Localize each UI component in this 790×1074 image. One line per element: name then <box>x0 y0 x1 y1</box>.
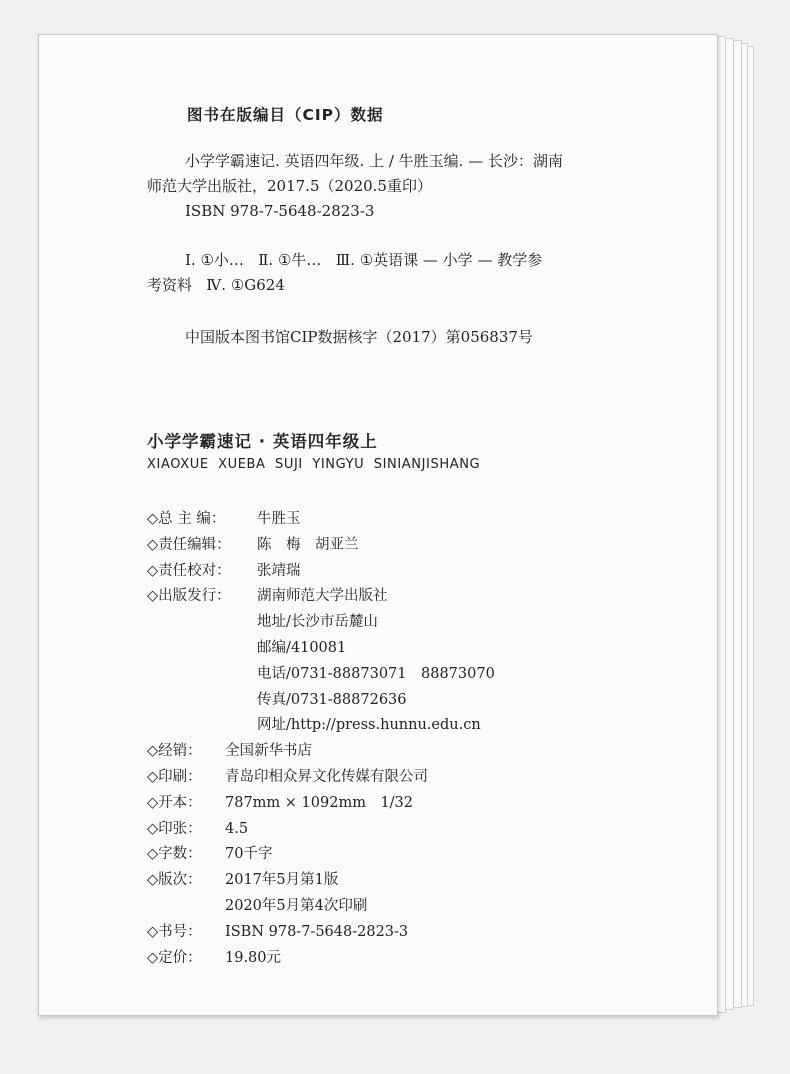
library-record-text: 中国版本图书馆CIP数据核字（2017）第056837号 <box>185 328 533 346</box>
detail-row-proofreader <box>147 559 667 585</box>
cip-subject-line: Ⅰ. ①小… Ⅱ. ①牛… Ⅲ. ①英语课 — 小学 — 教学参 <box>185 251 543 269</box>
cip-subject-line: 考资料 Ⅳ. ①G624 <box>147 276 285 294</box>
publisher-postcode: 邮编/410081 <box>257 639 347 656</box>
detail-row-editors <box>147 533 667 559</box>
detail-value: 陈 梅 胡亚兰 <box>257 536 359 553</box>
detail-value: 787mm × 1092mm 1/32 <box>225 794 414 811</box>
cip-record-line: 师范大学出版社，2017.5（2020.5重印） <box>147 177 432 195</box>
cip-subjects <box>147 248 617 298</box>
detail-label: ◇版次： <box>147 872 202 889</box>
book-pinyin: XIAOXUE XUEBA SUJI YINGYU SINIANJISHANG <box>147 457 481 472</box>
detail-value: 张靖瑞 <box>257 562 301 579</box>
detail-label: ◇总 主 编： <box>147 511 226 527</box>
detail-row-word-count <box>147 842 667 868</box>
detail-label: ◇印刷： <box>147 768 202 785</box>
edition-printing: 2020年5月第4次印刷 <box>225 897 368 914</box>
detail-value: ISBN 978-7-5648-2823-3 <box>225 923 409 940</box>
detail-value: 全国新华书店 <box>225 743 312 760</box>
publication-details <box>147 507 667 971</box>
detail-label: ◇定价： <box>147 949 202 966</box>
cip-title: 图书在版编目（CIP）数据 <box>187 106 384 124</box>
detail-value: 2017年5月第1版 <box>225 872 339 889</box>
cip-isbn: ISBN 978-7-5648-2823-3 <box>185 202 375 220</box>
detail-row-printer <box>147 765 667 791</box>
detail-label: ◇字数： <box>147 846 202 863</box>
publisher-address: 地址/长沙市岳麓山 <box>257 614 378 631</box>
detail-row-publisher <box>147 584 667 610</box>
detail-label: ◇责任编辑： <box>147 536 231 553</box>
publisher-fax: 传真/0731-88872636 <box>257 691 407 708</box>
detail-value: 牛胜玉 <box>257 511 301 527</box>
detail-row-distributor <box>147 739 667 765</box>
publisher-website: 网址/http://press.hunnu.edu.cn <box>257 717 481 734</box>
detail-row-book-number <box>147 920 667 946</box>
detail-label: ◇出版发行： <box>147 588 231 605</box>
detail-label: ◇印张： <box>147 820 202 837</box>
detail-value: 湖南师范大学出版社 <box>257 588 388 605</box>
cip-record-line: 小学学霸速记. 英语四年级. 上 / 牛胜玉编. — 长沙：湖南 <box>185 152 563 170</box>
detail-label: ◇经销： <box>147 743 202 760</box>
book-title: 小学学霸速记 · 英语四年级上 <box>147 432 378 451</box>
detail-value: 青岛印相众昇文化传媒有限公司 <box>225 768 428 785</box>
copyright-page <box>38 34 718 1016</box>
detail-value: 70千字 <box>225 846 273 863</box>
detail-row-edition <box>147 868 667 894</box>
detail-row-sheets <box>147 817 667 843</box>
detail-row-price <box>147 946 667 972</box>
detail-value: 19.80元 <box>225 949 282 966</box>
detail-value: 4.5 <box>225 820 249 837</box>
detail-row-chief-editor <box>147 507 667 533</box>
detail-label: ◇开本： <box>147 794 202 811</box>
cip-library-record <box>147 325 617 350</box>
detail-label: ◇书号： <box>147 923 202 940</box>
detail-row-format <box>147 791 667 817</box>
publisher-phone: 电话/0731-88873071 88873070 <box>257 665 495 682</box>
cip-record <box>147 149 617 224</box>
detail-label: ◇责任校对： <box>147 562 231 579</box>
